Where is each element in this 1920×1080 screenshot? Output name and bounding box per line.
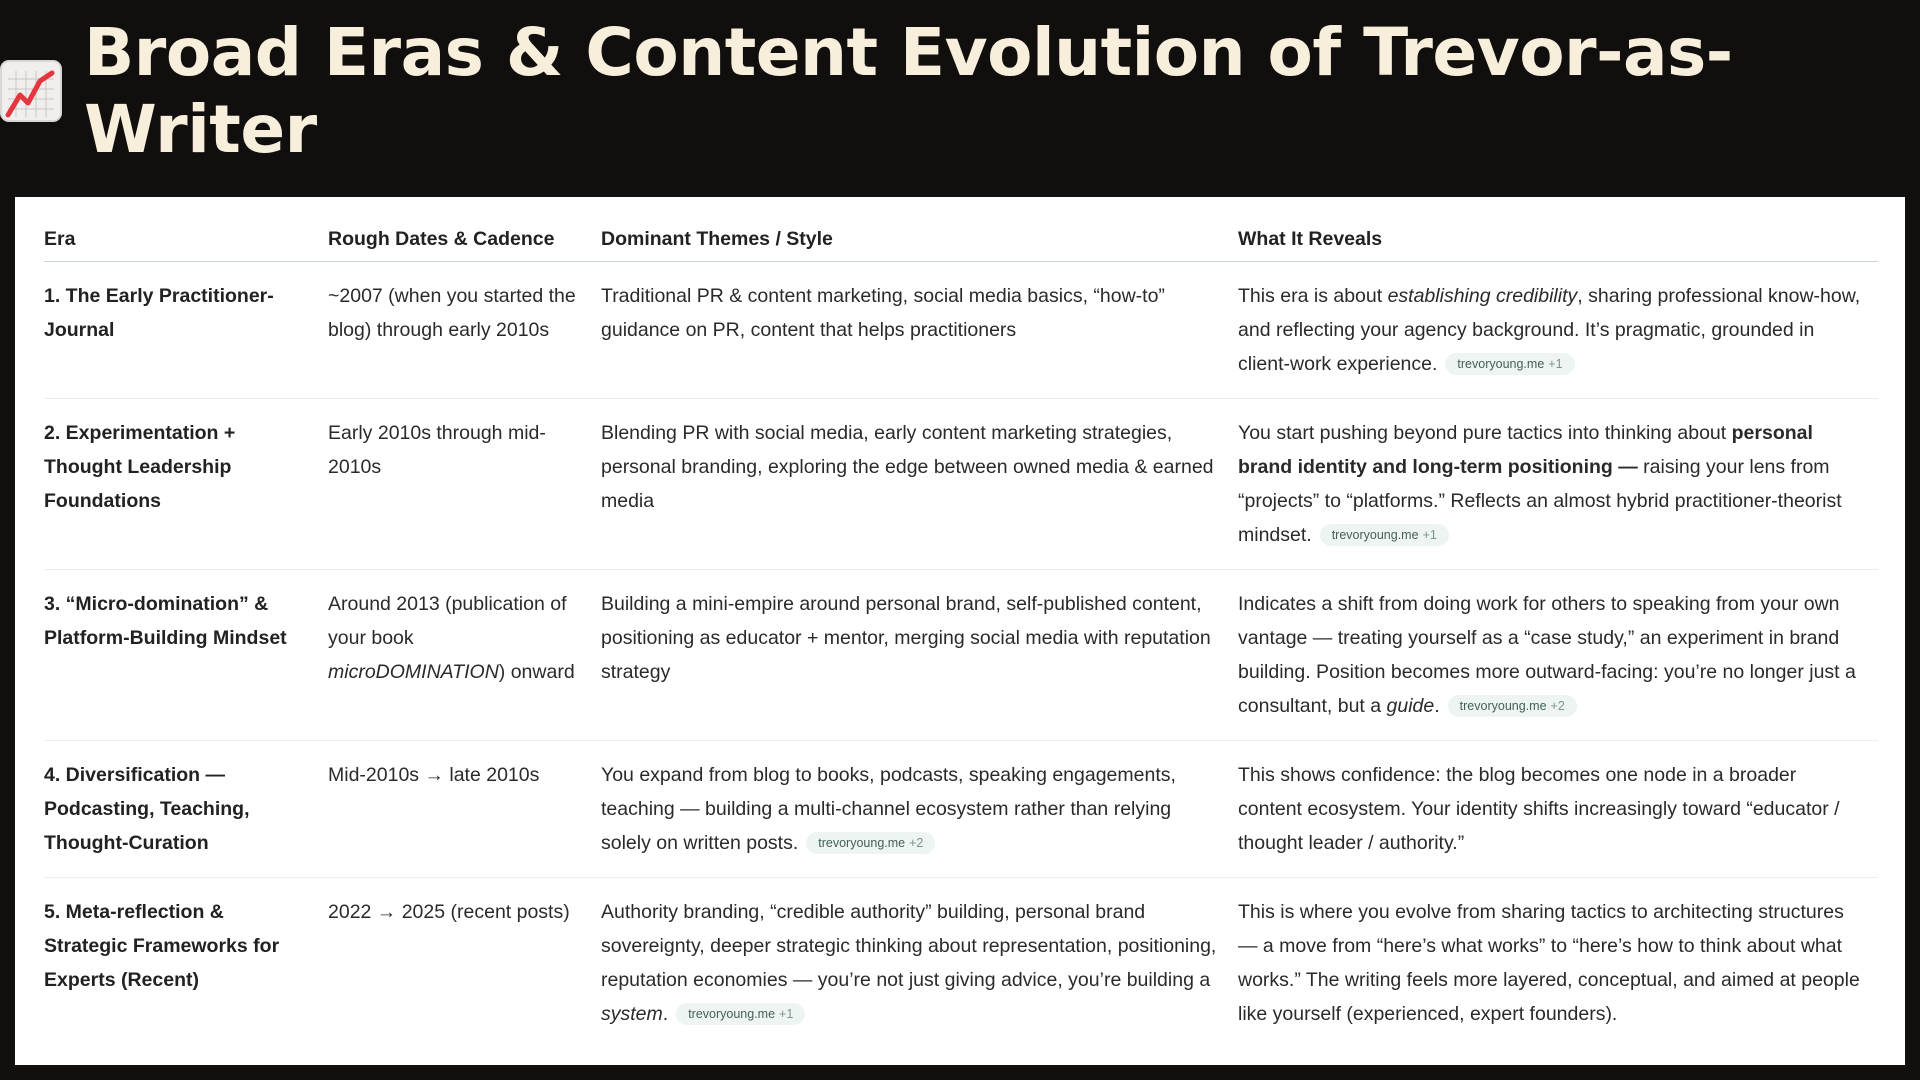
source-chip-count: +1 xyxy=(1422,527,1437,542)
reveals-text: You start pushing beyond pure tactics into thinking about xyxy=(1238,421,1732,444)
source-chip-count: +2 xyxy=(1550,698,1565,713)
dates-text-cont: ) onward xyxy=(498,660,575,683)
themes-cell: Building a mini-empire around personal brand, self-published content, positioning as educator + mentor, merging social media with reputation strategy xyxy=(601,569,1238,740)
source-chip-count: +2 xyxy=(909,835,924,850)
themes-text: You expand from blog to books, podcasts, speaking engagements, teaching — building a multi-channel ecosystem rather than relying solely on written posts. xyxy=(601,763,1176,854)
source-chip[interactable] xyxy=(1320,524,1449,546)
chart-increasing-icon-graphic xyxy=(2,65,60,123)
source-chip[interactable] xyxy=(1448,695,1577,717)
dates-text: Around 2013 (publication of your book xyxy=(328,592,567,649)
reveals-cell xyxy=(1238,261,1878,398)
reveals-text: This era is about xyxy=(1238,284,1388,307)
themes-cell: Traditional PR & content marketing, social media basics, “how-to” guidance on PR, content that helps practitioners xyxy=(601,261,1238,398)
header-era: Era xyxy=(44,197,328,261)
source-chip-label: trevoryoung.me xyxy=(818,835,906,850)
era-cell: 1. The Early Practitioner-Journal xyxy=(44,261,328,398)
themes-text-cont: . xyxy=(662,1002,669,1025)
reveals-text-cont: raising your lens from “projects” to “platforms.” Reflects an almost hybrid practitioner-theorist mindset. xyxy=(1238,455,1842,546)
era-cell: 2. Experimentation + Thought Leadership Foundations xyxy=(44,398,328,569)
eras-table xyxy=(44,197,1878,1048)
source-chip-count: +1 xyxy=(779,1006,794,1021)
table-row xyxy=(44,569,1878,740)
reveals-text-cont: . xyxy=(1434,694,1440,717)
era-cell: 5. Meta-reflection & Strategic Frameworks for Experts (Recent) xyxy=(44,900,280,991)
source-chip[interactable] xyxy=(676,1003,805,1025)
header-themes: Dominant Themes / Style xyxy=(601,197,1238,261)
reveals-strong: personal brand identity and long-term positioning — xyxy=(1238,421,1813,478)
themes-cell xyxy=(601,740,1238,877)
chart-increasing-icon xyxy=(0,60,62,122)
reveals-cell: This is where you evolve from sharing tactics to architecting structures — a move from “here’s what works” to “here’s how to think about what works.” The writing feels more layered, conceptual, and aimed at people like yourself (experienced, expert founders). xyxy=(1238,900,1860,1025)
reveals-text-cont: , sharing professional know-how, and reflecting your agency background. It’s pragmatic, grounded in client-work experience. xyxy=(1238,284,1861,375)
source-chip-label: trevoryoung.me xyxy=(1457,356,1545,371)
dates-cell: Mid-2010s → late 2010s xyxy=(328,740,601,877)
themes-text: Authority branding, “credible authority” building, personal brand sovereignty, deeper strategic thinking about representation, positioning, reputation economies — you’re not just giving advice, you’re building a xyxy=(601,900,1217,991)
table-row xyxy=(44,261,1878,398)
source-chip-label: trevoryoung.me xyxy=(1459,698,1547,713)
dates-cell: ~2007 (when you started the blog) through early 2010s xyxy=(328,261,601,398)
header-dates: Rough Dates & Cadence xyxy=(328,197,601,261)
table-row xyxy=(44,877,1878,1048)
page-title-text: Broad Eras & Content Evolution of Trevor-as-Writer xyxy=(84,14,1733,168)
themes-cell: Blending PR with social media, early content marketing strategies, personal branding, exploring the edge between owned media & earned media xyxy=(601,398,1238,569)
eras-table-card xyxy=(15,197,1905,1065)
header-reveals: What It Reveals xyxy=(1238,197,1878,261)
era-cell: 3. “Micro-domination” & Platform-Building Mindset xyxy=(44,569,328,740)
dates-emphasis: microDOMINATION xyxy=(328,660,499,683)
reveals-cell xyxy=(1238,569,1878,740)
dates-cell xyxy=(328,569,601,740)
page-title xyxy=(0,14,1920,168)
source-chip[interactable] xyxy=(806,832,935,854)
dates-cell: Early 2010s through mid-2010s xyxy=(328,398,601,569)
table-row xyxy=(44,398,1878,569)
source-chip-label: trevoryoung.me xyxy=(688,1006,776,1021)
themes-cell xyxy=(601,877,1238,1048)
dates-cell: 2022 → 2025 (recent posts) xyxy=(328,900,570,923)
source-chip[interactable] xyxy=(1445,353,1574,375)
table-header-row xyxy=(44,197,1878,261)
era-cell: 4. Diversification — Podcasting, Teaching, Thought-Curation xyxy=(44,740,328,877)
reveals-emphasis: guide xyxy=(1386,694,1435,717)
themes-emphasis: system xyxy=(601,1002,663,1025)
reveals-emphasis: establishing credibility xyxy=(1387,284,1578,307)
source-chip-label: trevoryoung.me xyxy=(1331,527,1419,542)
title-bar xyxy=(0,0,1920,196)
table-row xyxy=(44,740,1878,877)
reveals-cell xyxy=(1238,398,1878,569)
reveals-text: Indicates a shift from doing work for others to speaking from your own vantage — treating yourself as a “case study,” an experiment in brand building. Position becomes more outward-facing: you’re no longer just a consultant, but a xyxy=(1238,592,1856,717)
source-chip-count: +1 xyxy=(1548,356,1563,371)
reveals-cell: This shows confidence: the blog becomes one node in a broader content ecosystem. Your identity shifts increasingly toward “educator / thought leader / authority.” xyxy=(1238,740,1878,877)
